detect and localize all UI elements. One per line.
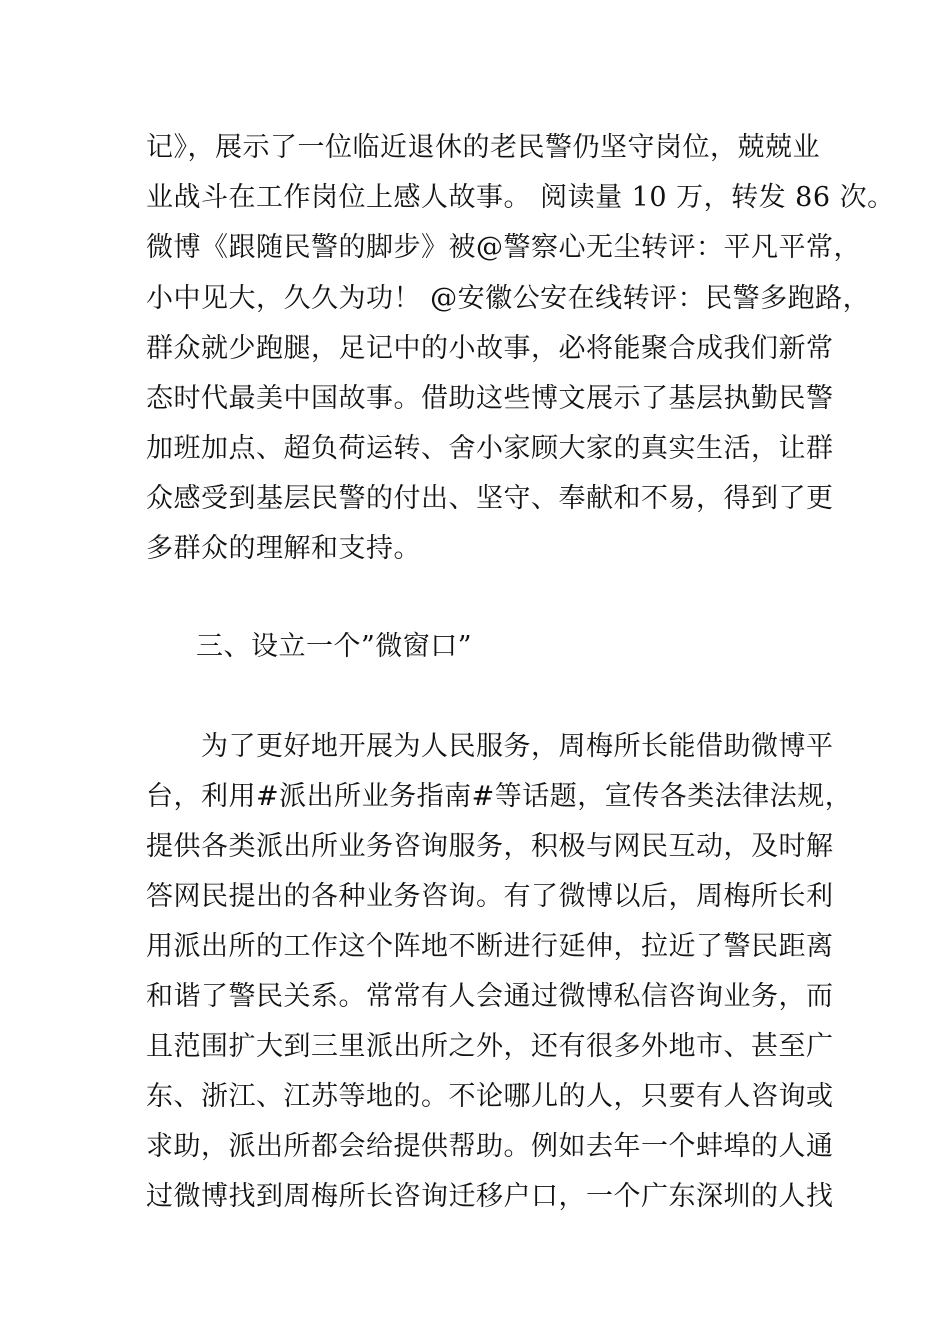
text-line: 小中见大，久久为功！ @安徽公安在线转评：民警多跑路，	[146, 283, 871, 314]
text-line: 台，利用#派出所业务指南#等话题，宣传各类法律法规，	[146, 781, 853, 812]
text-line: 微博《跟随民警的脚步》被@警察心无尘转评：平凡平常，	[146, 232, 861, 263]
text-line: 且范围扩大到三里派出所之外，还有很多外地市、甚至广	[146, 1031, 834, 1062]
text-line: 和谐了警民关系。常常有人会通过微博私信咨询业务，而	[146, 981, 834, 1012]
text-line: 群众就少跑腿，足记中的小故事，必将能聚合成我们新常	[146, 333, 834, 364]
text-line: 记》，展示了一位临近退休的老民警仍坚守岗位，兢兢业	[146, 132, 820, 163]
text-line: 为了更好地开展为人民服务，周梅所长能借助微博平	[146, 731, 834, 762]
text-line: 多群众的理解和支持。	[146, 533, 421, 564]
text-line: 加班加点、超负荷运转、舍小家顾大家的真实生活，让群	[146, 433, 834, 464]
text-line: 求助，派出所都会给提供帮助。例如去年一个蚌埠的人通	[146, 1131, 834, 1162]
text-line: 业战斗在工作岗位上感人故事。 阅读量 10 万，转发 86 次。	[146, 182, 895, 213]
section-heading: 三、设立一个”微窗口”	[196, 631, 473, 662]
text-line: 态时代最美中国故事。借助这些博文展示了基层执勤民警	[146, 383, 834, 414]
text-line: 东、浙江、江苏等地的。不论哪儿的人，只要有人咨询或	[146, 1081, 834, 1112]
text-line: 提供各类派出所业务咨询服务，积极与网民互动，及时解	[146, 831, 834, 862]
text-line: 用派出所的工作这个阵地不断进行延伸，拉近了警民距离	[146, 931, 834, 962]
text-line: 众感受到基层民警的付出、坚守、奉献和不易，得到了更	[146, 483, 834, 514]
text-line: 过微博找到周梅所长咨询迁移户口，一个广东深圳的人找	[146, 1181, 834, 1212]
text-line: 答网民提出的各种业务咨询。有了微博以后，周梅所长利	[146, 881, 834, 912]
